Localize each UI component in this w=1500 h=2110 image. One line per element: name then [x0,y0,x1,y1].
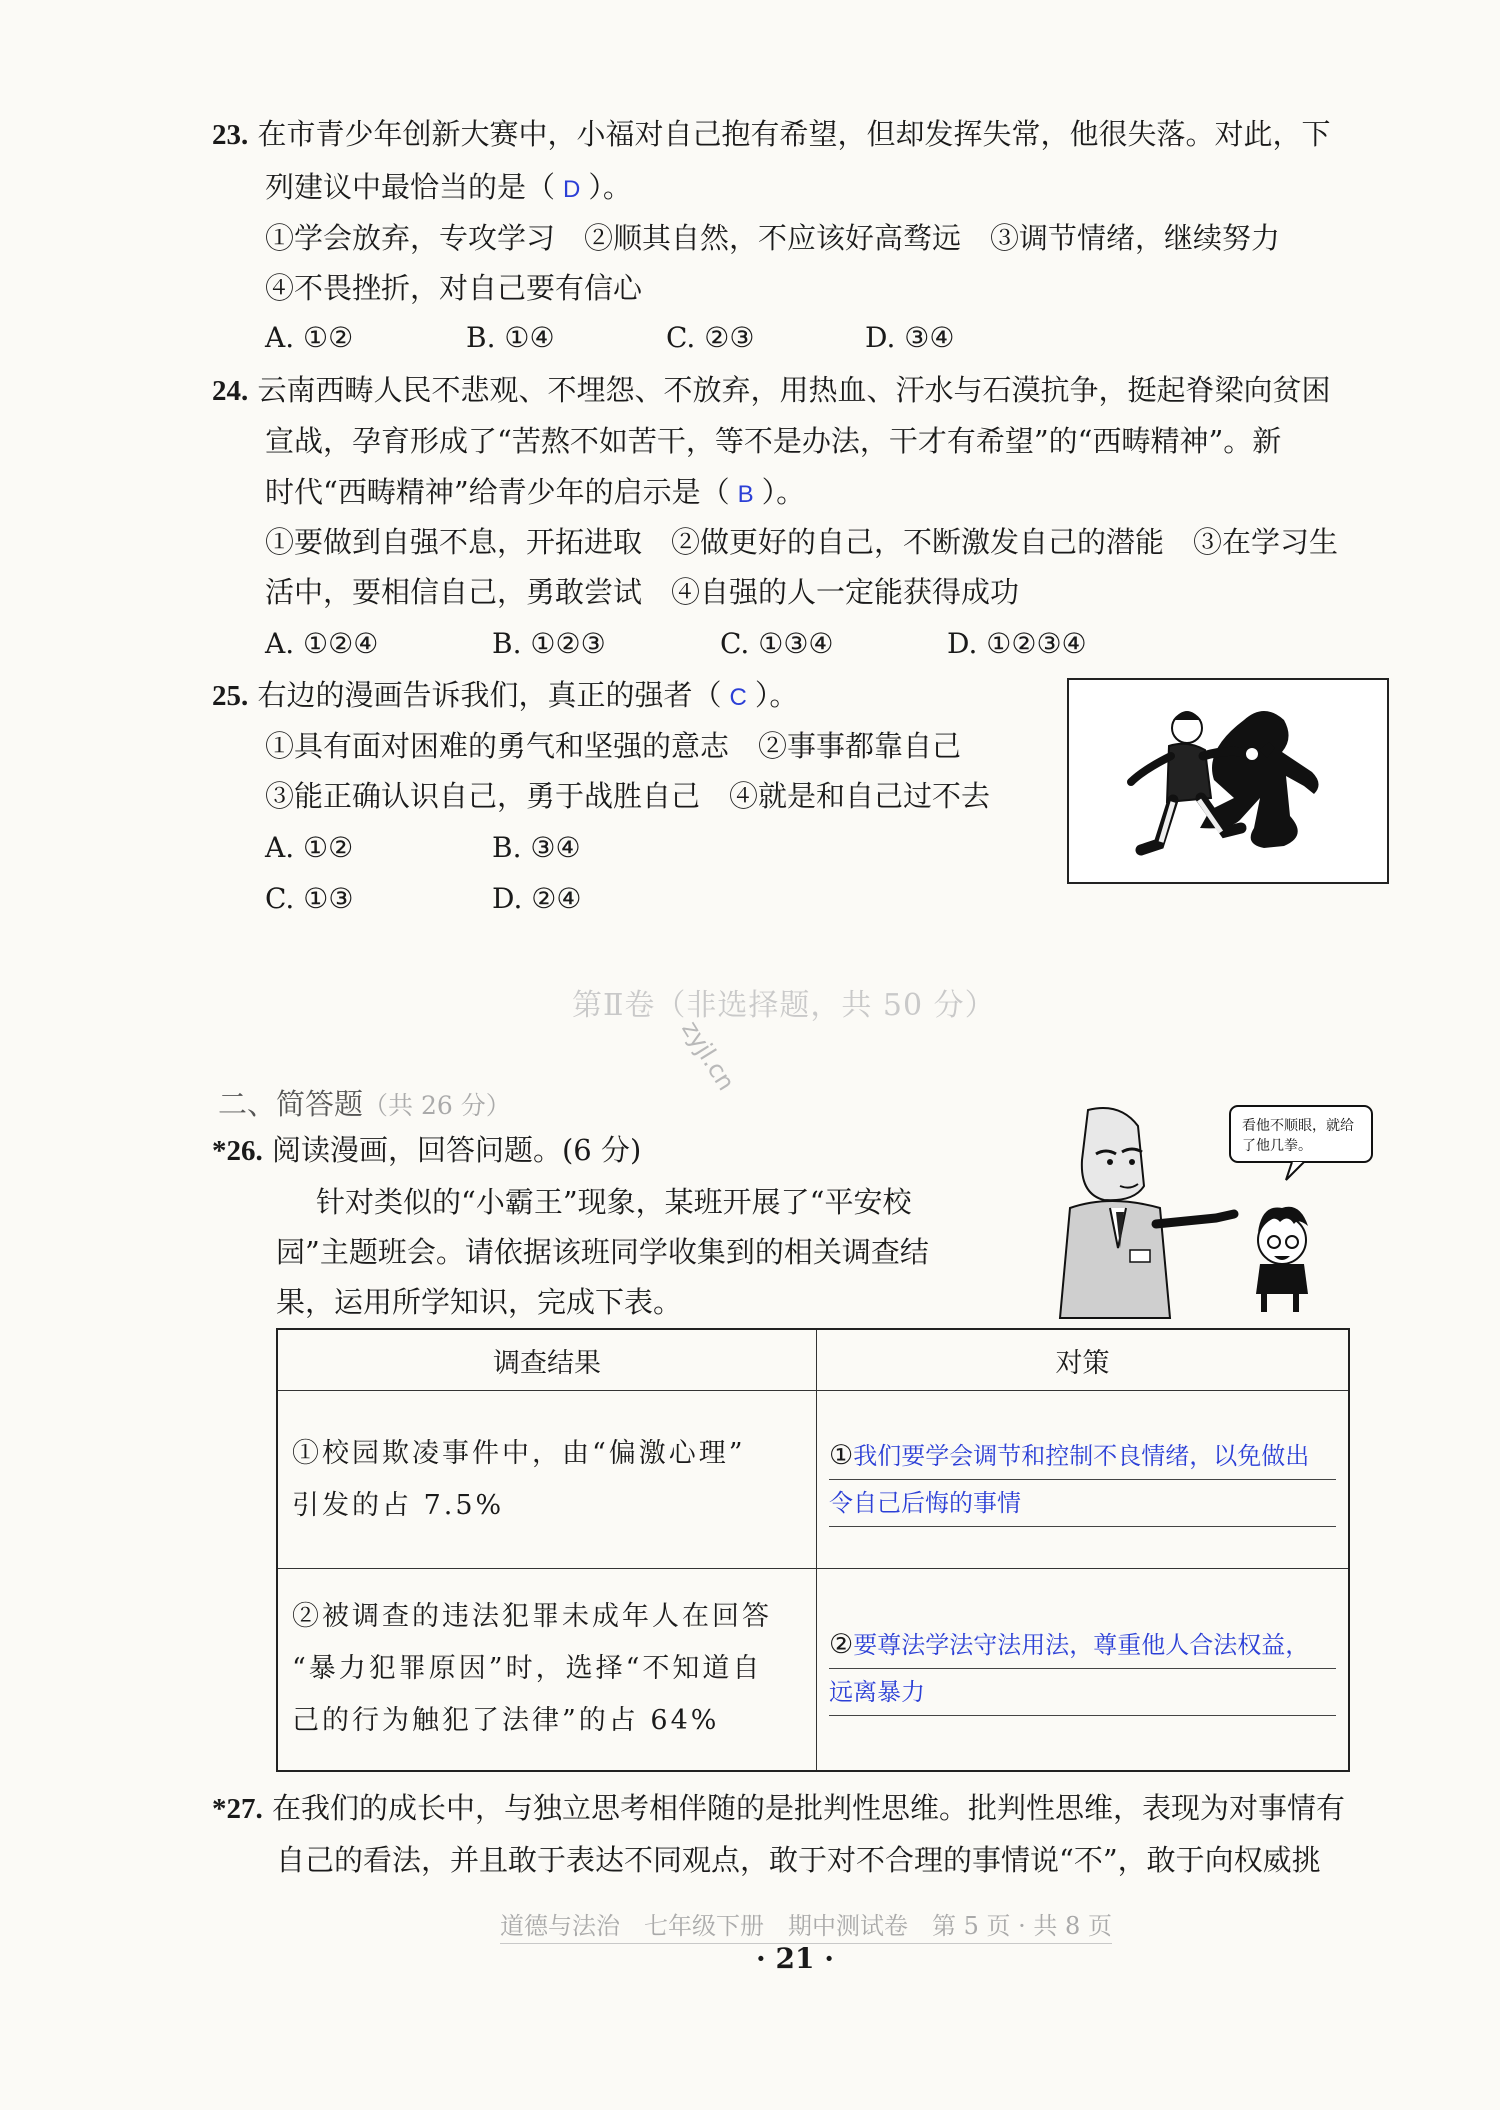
q25-option-c: C. ①③ [265,882,354,915]
q23-option-d: D. ③④ [865,321,955,354]
q23-line2 [265,167,632,210]
row1-answer-text-2: 令自己后悔的事情 [829,1488,1021,1517]
row2-mark: ② [829,1629,854,1661]
q27-stem-2: 自己的看法，并且敢于表达不同观点，敢于对不合理的事情说“不”，敢于向权威挑 [276,1843,1321,1877]
row2-answer-line-1 [829,1622,1336,1669]
q25-stem-end: ）。 [754,678,799,712]
q25-stem: 右边的漫画告诉我们，真正的强者（ [257,678,722,712]
q25-items-1: ①具有面对困难的勇气和坚强的意志 ②事事都靠自己 [265,729,962,763]
table-row [277,1391,1349,1569]
q24-option-c: C. ①③④ [720,627,834,660]
row1-result-line-2: 引发的占 7.5% [292,1489,505,1521]
q23-items-2: ④不畏挫折，对自己要有信心 [265,271,643,305]
q23-option-a: A. ①② [265,321,354,354]
q27-stem-1: 在我们的成长中，与独立思考相伴随的是批判性思维。批判性思维，表现为对事情有 [271,1791,1345,1825]
row2-answer-text-2: 远离暴力 [829,1678,925,1707]
q23-answer: D [563,176,581,203]
q25-number: 25. [212,680,249,712]
row1-answer-text-1: 我们要学会调节和控制不良情绪，以免做出 [853,1441,1310,1470]
part-2-score: （共 26 分） [363,1091,511,1120]
row1-survey-result [277,1391,817,1569]
q26-para-1: 针对类似的“小霸王”现象，某班开展了“平安校 [316,1185,912,1219]
q25-option-d: D. ②④ [492,882,582,915]
bully-illustration [1030,1100,1380,1320]
row2-answer-line-2 [829,1669,1336,1716]
q26-line1 [212,1130,641,1171]
q23-number: 23. [212,119,249,151]
row2-result-line-2: “暴力犯罪原因”时，选择“不知道自 [292,1653,763,1685]
row2-countermeasure [817,1569,1350,1771]
part-2-heading [218,1082,511,1123]
q24-stem-3-end: ）。 [761,475,806,509]
q24-items-2: 活中，要相信自己，勇敢尝试 ④自强的人一定能获得成功 [265,575,1020,609]
row2-survey-result [277,1569,817,1771]
q26-para-3: 果，运用所学知识，完成下表。 [276,1285,683,1319]
q27-number: *27. [212,1793,263,1825]
survey-table [276,1328,1350,1772]
q26-number: *26. [212,1135,263,1167]
q25-line1 [212,675,798,718]
table-row [277,1569,1349,1771]
q23-option-b: B. ①④ [466,321,555,354]
bubble-line-1: 看他不顺眼，就给 [1242,1118,1354,1134]
part-2-title: 二、简答题 [218,1087,364,1121]
q25-option-b: B. ③④ [492,831,581,864]
q25-items-2: ③能正确认识自己，勇于战胜自己 ④就是和自己过不去 [265,779,991,813]
row1-result-line-1: ①校园欺凌事件中，由“偏激心理” [292,1437,746,1469]
section-2-title: 第Ⅱ卷（非选择题，共 50 分） [572,988,996,1023]
row1-answer-line-2 [829,1480,1336,1527]
q26-cartoon [1030,1100,1380,1320]
watermark: zyjl.cn [676,1016,741,1096]
row1-answer-line-1 [829,1433,1336,1480]
q24-number: 24. [212,375,249,407]
q24-line1 [212,370,1330,411]
q24-items-1: ①要做到自强不息，开拓进取 ②做更好的自己，不断激发自己的潜能 ③在学习生 [265,525,1339,559]
footer-text: 道德与法治 七年级下册 期中测试卷 第 5 页 · 共 8 页 [500,1906,1112,1944]
row1-mark: ① [829,1439,854,1471]
q24-stem-1: 云南西畴人民不悲观、不埋怨、不放弃，用热血、汗水与石漠抗争，挺起脊梁向贫困 [257,373,1331,407]
q23-option-c: C. ②③ [666,321,755,354]
header-countermeasures: 对策 [817,1329,1350,1391]
q25-option-a: A. ①② [265,831,354,864]
q23-stem-1: 在市青少年创新大赛中，小福对自己抱有希望，但却发挥失常，他很失落。对此，下 [257,117,1331,151]
q23-line1 [212,114,1330,155]
row2-result-line-3: 己的行为触犯了法律”的占 64% [292,1705,720,1737]
q23-stem-2-end: ）。 [588,170,632,204]
row1-countermeasure [817,1391,1350,1569]
header-survey-results: 调查结果 [277,1329,817,1391]
q25-answer: C [729,684,747,711]
q24-option-b: B. ①②③ [492,627,606,660]
row2-result-line-1: ②被调查的违法犯罪未成年人在回答 [292,1601,772,1633]
q27-line1 [212,1788,1345,1829]
q24-line3 [265,472,805,515]
page-number: · 21 · [756,1942,834,1975]
row2-answer-text-1: 要尊法学法守法用法，尊重他人合法权益， [853,1631,1310,1660]
table-header-row [277,1329,1349,1391]
q23-stem-2: 列建议中最恰当的是（ [265,170,556,204]
q25-cartoon [1067,678,1389,884]
q24-answer: B [737,481,754,508]
q26-title: 阅读漫画，回答问题。(6 分) [271,1133,642,1167]
shadow-fight-illustration [1069,680,1387,882]
q24-stem-2: 宣战，孕育形成了“苦熬不如苦干，等不是办法，干才有希望”的“西畴精神”。新 [265,424,1282,458]
q24-option-a: A. ①②④ [265,627,379,660]
q26-para-2: 园”主题班会。请依据该班同学收集到的相关调查结 [276,1235,929,1269]
q23-items-1: ①学会放弃，专攻学习 ②顺其自然，不应该好高骛远 ③调节情绪，继续努力 [265,221,1281,255]
q24-option-d: D. ①②③④ [947,627,1087,660]
q24-stem-3: 时代“西畴精神”给青少年的启示是（ [265,475,730,509]
bubble-line-2: 了他几拳。 [1242,1138,1312,1154]
